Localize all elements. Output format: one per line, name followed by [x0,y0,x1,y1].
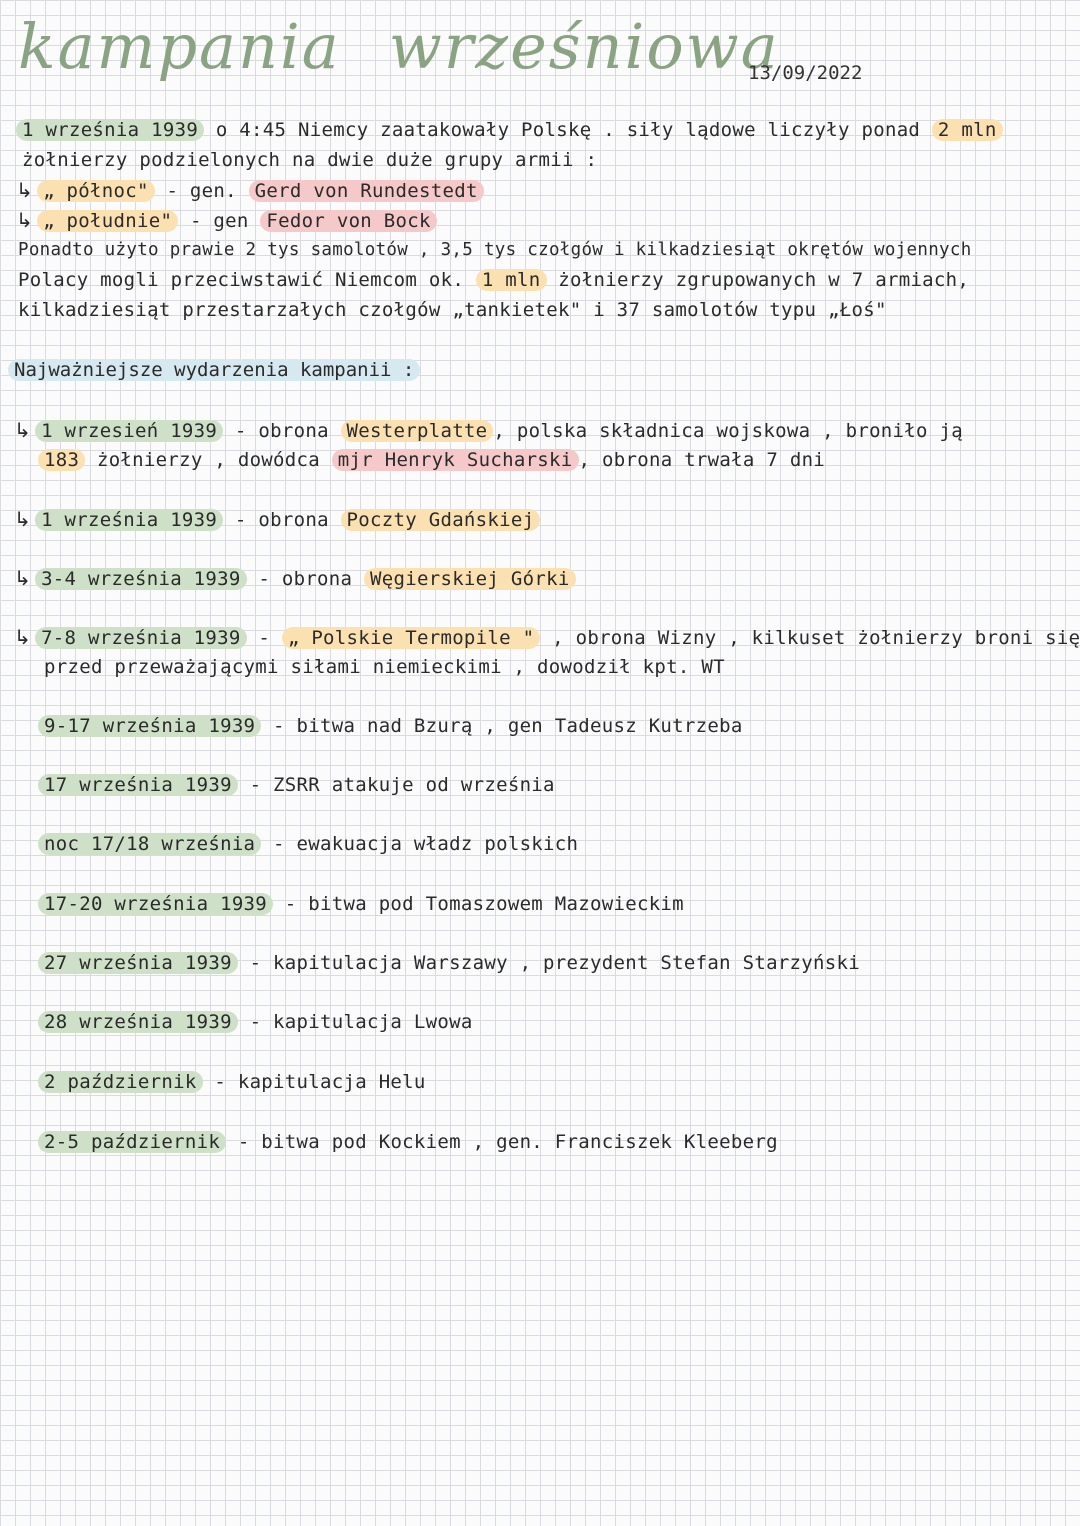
arrow-icon: ↳ [14,418,32,442]
polish-army-size: 1 mln [476,269,547,291]
event-text: - ZSRR atakuje od września [237,774,555,796]
event-sep: - obrona [223,509,341,531]
event-westerplatte-cont [38,446,825,474]
south-group-label: „ południe" [37,210,178,232]
event-poczta [14,505,540,534]
event-text: - kapitulacja Lwowa [237,1011,473,1033]
intro-north-group [16,176,484,205]
event-date: 2 październik [38,1071,203,1093]
event-sep: - [246,627,282,649]
event-wizna-cont: przed przeważającymi siłami niemieckimi , dowodził kpt. WT [44,656,725,678]
event-date: 9-17 września 1939 [38,715,261,737]
event-text: - bitwa pod Tomaszowem Mazowieckim [273,893,684,915]
intro-text-6b: żołnierzy zgrupowanych w 7 armiach, [546,269,970,291]
event-text: - bitwa nad Bzurą , gen Tadeusz Kutrzeba [261,715,743,737]
intro-date: 1 września 1939 [16,119,204,141]
north-group-label: „ północ" [37,180,155,202]
event-date: 17-20 września 1939 [38,893,273,915]
event-commander: mjr Henryk Sucharski [332,449,579,471]
event-sep: - obrona [246,568,365,590]
event-place: Węgierskiej Górki [364,568,576,590]
event-place: Poczty Gdańskiej [341,509,541,531]
event-date: 1 wrzesień 1939 [35,420,223,442]
event-place: Westerplatte [341,420,494,442]
event-lwow [38,1008,473,1036]
intro-line-1 [16,116,1003,144]
title-word-2: wrześniowa [388,10,780,83]
arrow-icon: ↳ [16,208,34,232]
event-text: - ewakuacja władz polskich [261,833,579,855]
event-date: 2-5 październik [38,1131,226,1153]
arrow-icon: ↳ [16,178,34,202]
event-bzura [38,712,743,740]
event-date: 27 września 1939 [38,952,238,974]
event-date: noc 17/18 września [38,833,261,855]
note-date: 13/09/2022 [748,62,863,84]
event-hel [38,1068,426,1096]
event-text: - kapitulacja Warszawy , prezydent Stefan Starzyński [237,952,860,974]
north-sep: - gen. [154,180,249,202]
event-zsrr [38,771,555,799]
event-sep: - obrona [223,420,341,442]
army-size: 2 mln [932,119,1003,141]
south-commander: Fedor von Bock [260,210,436,232]
page-title [18,10,780,83]
event-westerplatte [14,416,963,445]
arrow-icon: ↳ [14,625,32,649]
intro-line-7: kilkadziesiąt przestarzałych czołgów „tankietek" i 37 samolotów typu „Łoś" [18,299,887,321]
event-soldiers: 183 [38,449,85,471]
event-wizna [14,623,1080,652]
intro-line-5: Ponadto użyto prawie 2 tys samolotów , 3,5 tys czołgów i kilkadziesiąt okrętów wojennych [18,240,972,260]
intro-text-1: o 4:45 Niemcy zaatakowały Polskę . siły lądowe liczyły ponad [204,119,932,141]
event-text: żołnierzy , dowódca [85,449,332,471]
events-heading-label: Najważniejsze wydarzenia kampanii : [8,359,420,381]
event-text: , obrona Wizny , kilkuset żołnierzy broni się [540,627,1080,649]
event-date: 7-8 września 1939 [35,627,247,649]
events-heading [8,356,420,384]
event-date: 28 września 1939 [38,1011,238,1033]
event-warszawa [38,949,860,977]
title-word-1: kampania [18,10,341,83]
arrow-icon: ↳ [14,566,32,590]
arrow-icon: ↳ [14,507,32,531]
event-date: 3-4 września 1939 [35,568,247,590]
event-text: - kapitulacja Helu [202,1071,426,1093]
event-text: , polska składnica wojskowa , broniło ją [493,420,963,442]
event-kock [38,1128,778,1156]
intro-south-group [16,206,437,235]
intro-line-2: żołnierzy podzielonych na dwie duże grupy armii : [22,149,598,171]
event-text: , obrona trwała 7 dni [578,449,826,471]
event-evacuation [38,830,578,858]
north-commander: Gerd von Rundestedt [249,180,484,202]
event-tomaszow [38,890,684,918]
event-date: 1 września 1939 [35,509,223,531]
intro-text-6a: Polacy mogli przeciwstawić Niemcom ok. [18,269,476,291]
event-name: „ Polskie Termopile " [282,627,541,649]
event-text: - bitwa pod Kockiem , gen. Franciszek Kleeberg [226,1131,778,1153]
south-sep: - gen [178,210,261,232]
intro-line-6 [18,266,969,294]
event-date: 17 września 1939 [38,774,238,796]
event-wegierska-gorka [14,564,576,593]
